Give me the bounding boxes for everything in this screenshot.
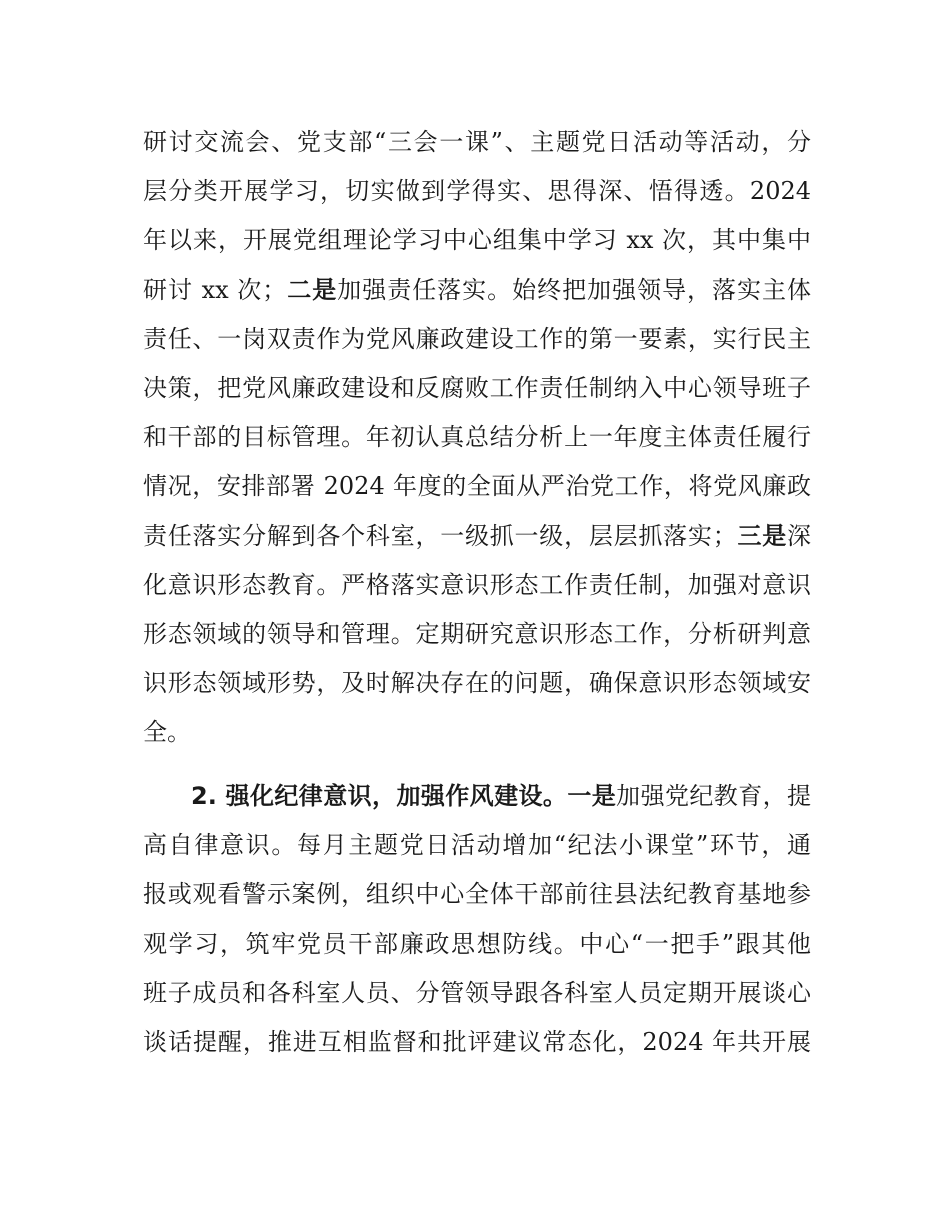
text-line: 班子成员和各科室人员、分管领导跟各科室人员定期开展谈心 bbox=[143, 978, 811, 1007]
text-line: 全。 bbox=[143, 718, 191, 747]
text-line: 形态领域的领导和管理。定期研究意识形态工作，分析研判意 bbox=[143, 619, 811, 648]
text-line: 高自律意识。每月主题党日活动增加“纪法小课堂”环节，通 bbox=[143, 831, 811, 860]
text-line: 情况，安排部署 2024 年度的全面从严治党工作，将党风廉政 bbox=[143, 472, 811, 501]
bold-marker-yi-shi: 一是 bbox=[567, 782, 617, 810]
bold-marker-er-shi: 二是 bbox=[286, 275, 338, 304]
text-line: 责任落实分解到各个科室，一级抓一级，层层抓落实；三是深 bbox=[143, 521, 812, 550]
text-line: 责任、一岗双责作为党风廉政建设工作的第一要素，实行民主 bbox=[143, 324, 811, 353]
text-line: 和干部的目标管理。年初认真总结分析上一年度主体责任履行 bbox=[143, 423, 811, 452]
text-line: 层分类开展学习，切实做到学得实、思得深、悟得透。2024 bbox=[143, 177, 811, 206]
body-paragraph-2 bbox=[143, 772, 811, 1067]
text-line: 研讨 xx 次；二是加强责任落实。始终把加强领导，落实主体 bbox=[143, 275, 812, 304]
section-heading: 2. 强化纪律意识，加强作风建设。 bbox=[191, 782, 568, 810]
text-line: 决策，把党风廉政建设和反腐败工作责任制纳入中心领导班子 bbox=[143, 373, 811, 402]
text-line: 谈话提醒，推进互相监督和批评建议常态化，2024 年共开展 bbox=[143, 1027, 811, 1056]
body-paragraph-1 bbox=[143, 118, 811, 757]
text-line: 年以来，开展党组理论学习中心组集中学习 xx 次，其中集中 bbox=[143, 226, 811, 255]
text-line: 研讨交流会、党支部“三会一课”、主题党日活动等活动，分 bbox=[143, 128, 811, 156]
section-heading-line: 2. 强化纪律意识，加强作风建设。一是加强党纪教育，提 bbox=[191, 782, 812, 810]
text-line: 化意识形态教育。严格落实意识形态工作责任制，加强对意识 bbox=[143, 570, 811, 599]
text-line: 报或观看警示案例，组织中心全体干部前往县法纪教育基地参 bbox=[143, 880, 811, 909]
bold-marker-san-shi: 三是 bbox=[736, 521, 788, 550]
text-line: 识形态领域形势，及时解决存在的问题，确保意识形态领域安 bbox=[143, 669, 811, 698]
text-line: 观学习，筑牢党员干部廉政思想防线。中心“一把手”跟其他 bbox=[143, 929, 811, 958]
